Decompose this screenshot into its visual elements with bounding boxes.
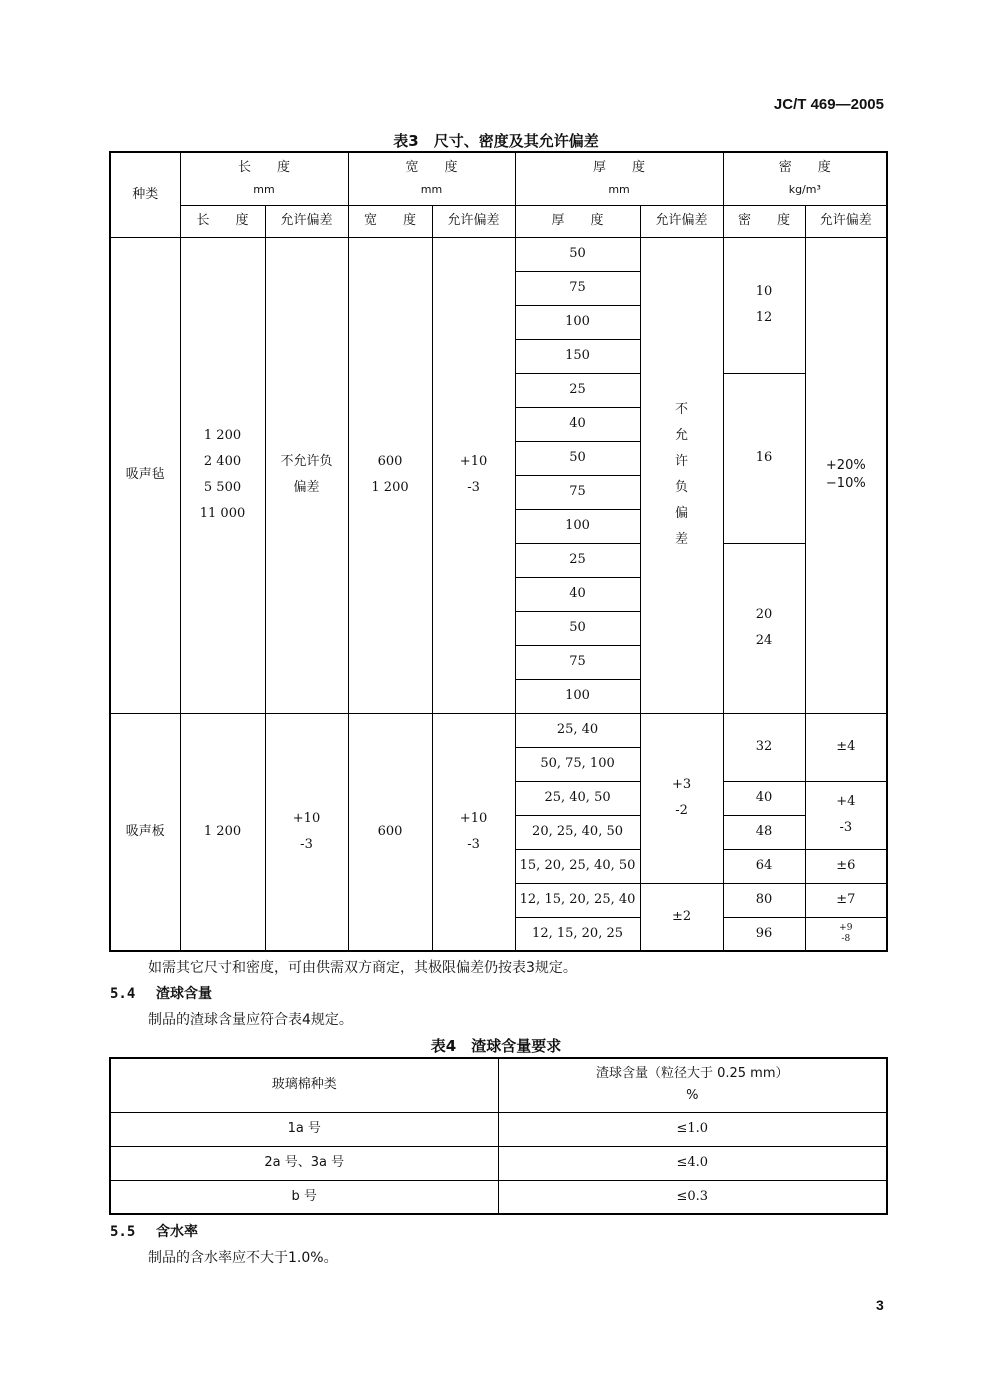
section-number: 5.4 <box>110 986 136 1002</box>
t4-row-type: b 号 <box>110 1180 498 1214</box>
table3-note: 如需其它尺寸和密度，可由供需双方商定，其极限偏差仍按表3规定。 <box>148 960 577 976</box>
standard-code: JC/T 469—2005 <box>773 96 884 113</box>
th-sub-length-tol: 允许偏差 <box>265 205 348 237</box>
felt-thickness: 40 <box>515 577 640 611</box>
felt-thickness: 50 <box>515 441 640 475</box>
t4-head-content: 渣球含量（粒径大于 0.25 mm） % <box>498 1058 887 1112</box>
felt-thickness: 50 <box>515 611 640 645</box>
felt-length-tol: 不允许负 偏差 <box>265 237 348 713</box>
board-density: 40 <box>723 781 805 815</box>
t4-row-value: ≤4.0 <box>498 1146 887 1180</box>
board-thickness-tol-b: ±2 <box>640 883 723 951</box>
felt-lengths: 1 200 2 400 5 500 11 000 <box>180 237 265 713</box>
felt-thickness: 25 <box>515 373 640 407</box>
board-length-tol: +10 -3 <box>265 713 348 951</box>
felt-density-g3: 20 24 <box>723 543 805 713</box>
t4-row-value: ≤0.3 <box>498 1180 887 1214</box>
board-thickness-tol-a: +3 -2 <box>640 713 723 883</box>
th-sub-thickness: 厚 度 <box>515 205 640 237</box>
section-5-4-heading <box>110 983 212 1003</box>
board-thickness: 12, 15, 20, 25, 40 <box>515 883 640 917</box>
table3-caption: 表3 尺寸、密度及其允许偏差 <box>393 132 599 150</box>
felt-thickness: 150 <box>515 339 640 373</box>
t4-row-type: 1a 号 <box>110 1112 498 1146</box>
section-5-4-text: 制品的渣球含量应符合表4规定。 <box>148 1012 353 1028</box>
t4-row-value: ≤1.0 <box>498 1112 887 1146</box>
felt-width-tol: +10 -3 <box>432 237 515 713</box>
felt-density-g2: 16 <box>723 373 805 543</box>
th-width: 宽 度 mm <box>348 152 515 205</box>
table4-caption: 表4 渣球含量要求 <box>430 1037 562 1055</box>
section-5-5-heading <box>110 1221 198 1241</box>
page-number: 3 <box>876 1297 884 1313</box>
th-thickness: 厚 度 mm <box>515 152 723 205</box>
board-density: 80 <box>723 883 805 917</box>
board-density: 48 <box>723 815 805 849</box>
felt-thickness: 75 <box>515 475 640 509</box>
board-thickness: 15, 20, 25, 40, 50 <box>515 849 640 883</box>
board-density: 96 <box>723 917 805 951</box>
board-thickness: 50, 75, 100 <box>515 747 640 781</box>
board-width: 600 <box>348 713 432 951</box>
board-density: 64 <box>723 849 805 883</box>
felt-thickness: 40 <box>515 407 640 441</box>
th-sub-width: 宽 度 <box>348 205 432 237</box>
th-sub-length: 长 度 <box>180 205 265 237</box>
board-density-tol: +9 -8 <box>805 917 887 951</box>
table3 <box>109 151 888 952</box>
th-sub-density: 密 度 <box>723 205 805 237</box>
board-kind: 吸声板 <box>110 713 180 951</box>
felt-thickness: 100 <box>515 305 640 339</box>
felt-density-tol: +20% −10% <box>805 237 887 713</box>
board-density: 32 <box>723 713 805 781</box>
section-title: 含水率 <box>156 1224 198 1240</box>
felt-thickness-tol: 不 允 许 负 偏 差 <box>640 237 723 713</box>
th-kind: 种类 <box>110 152 180 237</box>
t4-head-type: 玻璃棉种类 <box>110 1058 498 1112</box>
felt-density-g1: 10 12 <box>723 237 805 373</box>
felt-thickness: 25 <box>515 543 640 577</box>
board-thickness: 20, 25, 40, 50 <box>515 815 640 849</box>
th-sub-density-tol: 允许偏差 <box>805 205 887 237</box>
felt-thickness: 75 <box>515 645 640 679</box>
board-thickness: 12, 15, 20, 25 <box>515 917 640 951</box>
section-5-5-text: 制品的含水率应不大于1.0%。 <box>148 1250 338 1266</box>
felt-thickness: 100 <box>515 679 640 713</box>
board-density-tol: +4 -3 <box>805 781 887 849</box>
section-title: 渣球含量 <box>156 986 212 1002</box>
board-thickness: 25, 40, 50 <box>515 781 640 815</box>
board-length: 1 200 <box>180 713 265 951</box>
th-length: 长 度 mm <box>180 152 348 205</box>
table4 <box>109 1057 888 1215</box>
felt-kind: 吸声毡 <box>110 237 180 713</box>
section-number: 5.5 <box>110 1224 136 1240</box>
board-width-tol: +10 -3 <box>432 713 515 951</box>
t4-row-type: 2a 号、3a 号 <box>110 1146 498 1180</box>
board-thickness: 25, 40 <box>515 713 640 747</box>
felt-thickness: 75 <box>515 271 640 305</box>
th-sub-width-tol: 允许偏差 <box>432 205 515 237</box>
felt-widths: 600 1 200 <box>348 237 432 713</box>
board-density-tol: ±6 <box>805 849 887 883</box>
felt-thickness: 100 <box>515 509 640 543</box>
board-density-tol: ±4 <box>805 713 887 781</box>
th-density: 密 度 kg/m³ <box>723 152 887 205</box>
felt-thickness: 50 <box>515 237 640 271</box>
board-density-tol: ±7 <box>805 883 887 917</box>
th-sub-thickness-tol: 允许偏差 <box>640 205 723 237</box>
